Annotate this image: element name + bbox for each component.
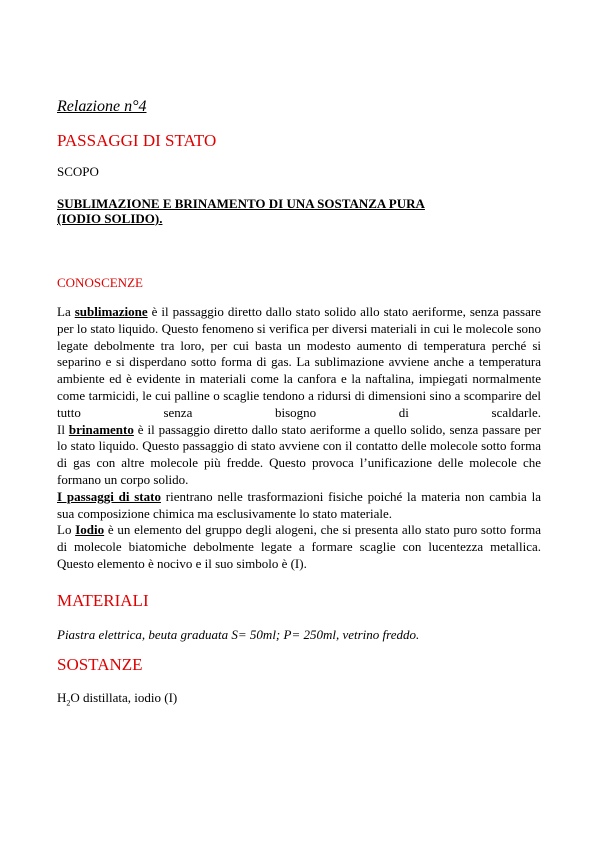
sostanze-list: $H_2O$ distillata, iodio (I) <box>57 690 178 708</box>
paragraph-iodio: Lo Iodio è un elemento del gruppo degli alogeni, che si presenta allo stato puro sotto forma di molecole biatomiche debolmente legate a formare scaglie con lucentezza metallica. Questo elemento è nocivo e il suo simbolo è (I). <box>57 522 541 571</box>
term-passaggi-di-stato: I passaggi di stato <box>57 488 161 504</box>
conoscenze-heading: CONOSCENZE <box>57 275 143 290</box>
paragraph-brinamento: Il brinamento è il passaggio diretto dallo stato aeriforme a quello solido, senza passare per lo stato liquido. Questo passaggio di stato avviene con il contatto delle molecole sotto forma di gas con altre molecole più fredde. Questo provoca l’unificazione delle molecole che formano un corpo solido. <box>57 421 541 487</box>
subject-line-1: SUBLIMAZIONE E BRINAMENTO DI UNA SOSTANZA PURA <box>57 196 425 211</box>
term-sublimazione: sublimazione <box>74 304 148 319</box>
paragraph-passaggi: I passaggi di stato rientrano nelle trasformazioni fisiche poiché la materia non cambia la sua composizione chimica ma esclusivamente lo stato materiale. <box>57 488 541 521</box>
materiali-heading: MATERIALI <box>57 591 149 610</box>
conoscenze-body <box>57 304 541 573</box>
experiment-subject <box>57 196 541 226</box>
materiali-list: Piastra elettrica, beuta graduata S= 50ml; P= 250ml, vetrino freddo. <box>57 627 420 642</box>
report-number: Relazione n°4 <box>57 98 147 115</box>
scopo-label: SCOPO <box>57 164 99 179</box>
term-brinamento: brinamento <box>68 421 134 437</box>
subject-line-2: (IODIO SOLIDO). <box>57 211 163 226</box>
sostanze-heading: SOSTANZE <box>57 655 143 674</box>
paragraph-sublimazione: La sublimazione è il passaggio diretto dallo stato solido allo stato aeriforme, senza passare per lo stato liquido. Questo fenomeno si verifica per diversi materiali in cui le molecole sono legate debolmente tra loro, per cui basta un modesto aumento di temperatura perché si separino e si disperdano sotto forma di gas. La sublimazione avviene anche a temperatura ambiente ed è evidente in materiali come la canfora e la naftalina, impiegati normalmente come tarmicidi, le cui palline o scaglie tendono a ridursi di dimensioni sino a scomparire del tutto senza bisogno di scaldarle. <box>57 304 541 420</box>
section-title: PASSAGGI DI STATO <box>57 131 217 150</box>
term-iodio: Iodio <box>75 522 105 538</box>
